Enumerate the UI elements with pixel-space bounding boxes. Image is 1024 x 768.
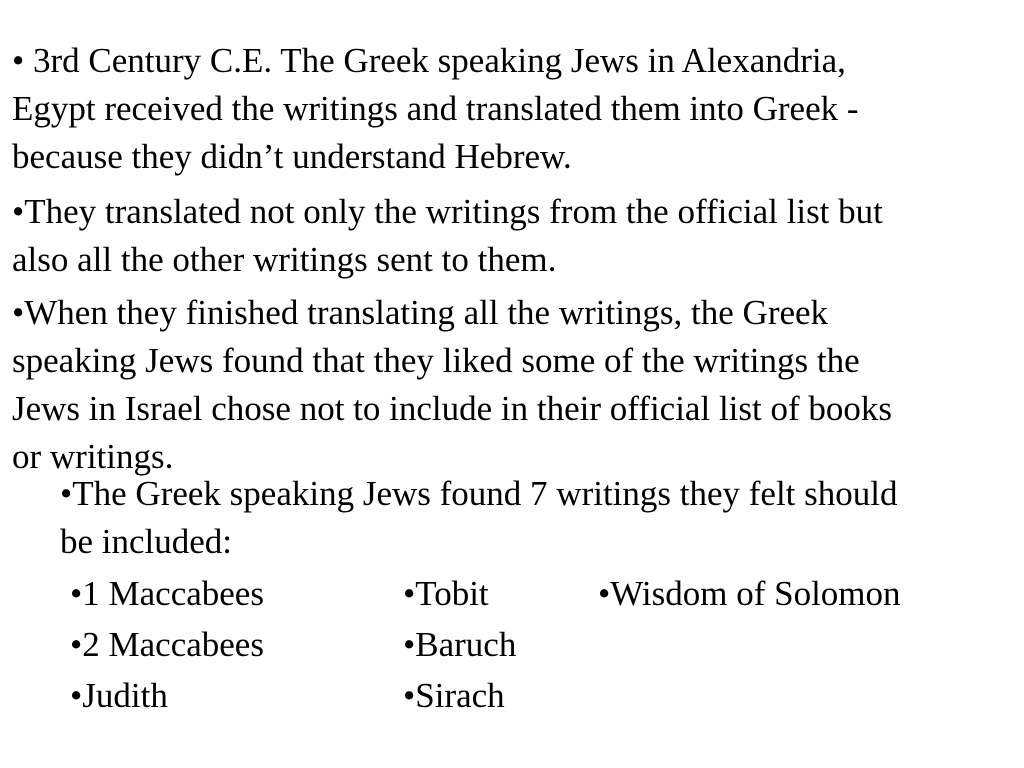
text-line: or writings.	[12, 437, 174, 476]
bullet-paragraph-alexandria	[12, 37, 859, 181]
book-item: •1 Maccabees	[70, 574, 264, 613]
book-item: •Judith	[70, 676, 168, 715]
text-line: •They translated not only the writings from the official list but	[12, 192, 883, 231]
book-item: •Wisdom of Solomon	[598, 574, 901, 613]
text-line: •When they finished translating all the writings, the Greek	[12, 293, 829, 332]
sub-bullet-seven-writings	[60, 470, 898, 566]
text-line: also all the other writings sent to them.	[12, 240, 557, 279]
text-line: Egypt received the writings and translated them into Greek -	[12, 89, 859, 128]
book-item: •2 Maccabees	[70, 625, 264, 664]
bullet-paragraph-finished	[12, 289, 892, 481]
text-line: • 3rd Century C.E. The Greek speaking Jews in Alexandria,	[12, 41, 846, 80]
book-item: •Sirach	[403, 676, 505, 715]
text-line: speaking Jews found that they liked some of the writings the	[12, 341, 860, 380]
text-line: because they didn’t understand Hebrew.	[12, 137, 572, 176]
book-item: •Baruch	[403, 625, 517, 664]
text-line: be included:	[60, 522, 233, 561]
bullet-paragraph-translated	[12, 188, 883, 284]
text-line: Jews in Israel chose not to include in their official list of books	[12, 389, 893, 428]
book-item: •Tobit	[403, 574, 489, 613]
text-line: •The Greek speaking Jews found 7 writings they felt should	[60, 474, 898, 513]
